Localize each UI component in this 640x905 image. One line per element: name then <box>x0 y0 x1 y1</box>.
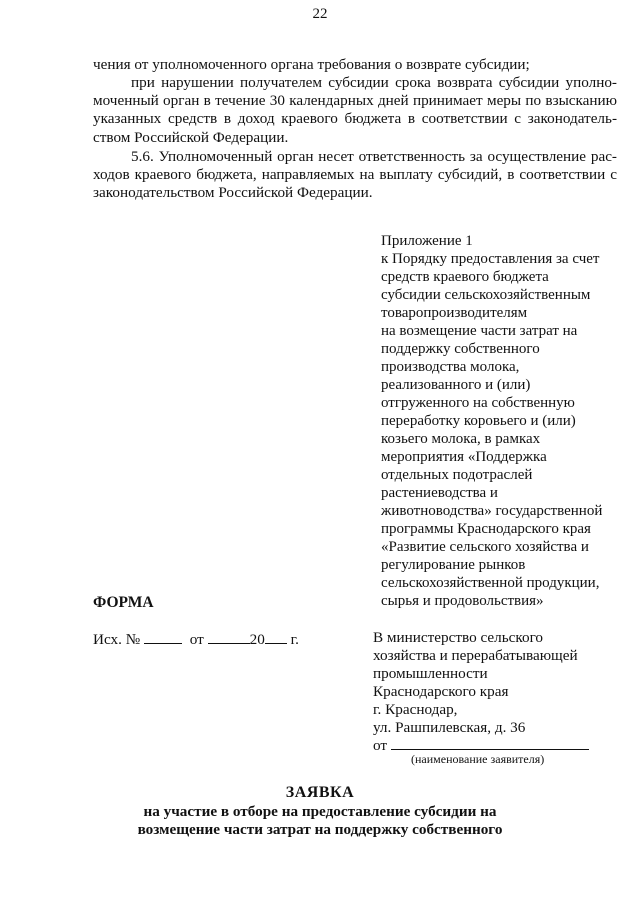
applicant-from-label: от <box>373 737 388 754</box>
text-line: моченный орган в течение 30 календарных дней принимает меры по взысканию <box>93 92 617 110</box>
applicant-name-caption: (наименование заявителя) <box>411 752 545 766</box>
appendix-line: Приложение 1 <box>381 233 473 249</box>
text-line: указанных средств в доход краевого бюджета в соответствии с законодатель- <box>93 110 617 128</box>
appendix-line: «Развитие сельского хозяйства и <box>381 539 589 555</box>
appendix-line: переработку коровьего и (или) <box>381 413 576 429</box>
appendix-line: сельскохозяйственной продукции, <box>381 575 600 591</box>
addressee-line: В министерство сельского <box>373 629 544 646</box>
appendix-line: мероприятия «Поддержка <box>381 449 547 465</box>
appendix-line: регулирование рынков <box>381 557 526 573</box>
appendix-line: поддержку собственного <box>381 341 540 357</box>
appendix-block <box>381 232 621 610</box>
appendix-line: отдельных подотраслей <box>381 467 533 483</box>
appendix-line: козьего молока, в рамках <box>381 431 541 447</box>
reference-number-label: Исх. № <box>93 631 141 648</box>
appendix-line: субсидии сельскохозяйственным <box>381 287 591 303</box>
appendix-line: отгруженного на собственную <box>381 395 575 411</box>
text-line: 5.6. Уполномоченный орган несет ответственность за осуществление рас- <box>131 148 617 165</box>
appendix-line: реализованного и (или) <box>381 377 531 393</box>
paragraph-5-6 <box>93 148 617 203</box>
text-line: ством Российской Федерации. <box>93 128 289 146</box>
document-subtitle-line: возмещение части затрат на поддержку собственного <box>137 821 503 838</box>
appendix-line: сырья и продовольствия» <box>381 593 544 609</box>
outgoing-reference <box>93 631 299 649</box>
paragraph-continuation <box>93 56 617 74</box>
addressee-line: г. Краснодар, <box>373 701 458 718</box>
text-line: ходов краевого бюджета, направляемых на выплату субсидий, в соответствии с <box>93 166 617 184</box>
appendix-line: производства молока, <box>381 359 520 375</box>
text-line: законодательством Российской Федерации. <box>93 184 373 202</box>
appendix-line: товаропроизводителям <box>381 305 528 321</box>
appendix-line: к Порядку предоставления за счет <box>381 251 600 267</box>
page-number: 22 <box>312 6 328 22</box>
appendix-line: растениеводства и <box>381 485 498 501</box>
text-line: чения от уполномоченного органа требования о возврате субсидии; <box>93 56 530 73</box>
appendix-line: программы Краснодарского края <box>381 521 591 537</box>
reference-from-label: от <box>189 631 204 648</box>
addressee-line: промышленности <box>373 665 488 682</box>
reference-year-prefix: 20 <box>249 631 265 648</box>
document-title: ЗАЯВКА <box>285 784 355 801</box>
addressee-block <box>373 629 623 755</box>
reference-year-suffix: г. <box>290 631 299 648</box>
document-subtitle-line: на участие в отборе на предоставление субсидии на <box>143 803 497 820</box>
appendix-line: на возмещение части затрат на <box>381 323 578 339</box>
form-label: ФОРМА <box>93 594 154 611</box>
addressee-line: ул. Рашпилевская, д. 36 <box>373 719 526 736</box>
addressee-line: Краснодарского края <box>373 683 509 700</box>
text-line: при нарушении получателем субсидии срока возврата субсидии уполно- <box>131 74 617 91</box>
appendix-line: животноводства» государственной <box>381 503 603 519</box>
appendix-line: средств краевого бюджета <box>381 269 549 285</box>
paragraph-repayment-violation <box>93 74 617 147</box>
reference-year-blank[interactable] <box>265 631 287 644</box>
reference-number-blank[interactable] <box>144 631 182 644</box>
reference-date-blank[interactable] <box>208 631 250 644</box>
applicant-name-blank[interactable] <box>391 737 589 750</box>
addressee-line: хозяйства и перерабатывающей <box>373 647 578 664</box>
